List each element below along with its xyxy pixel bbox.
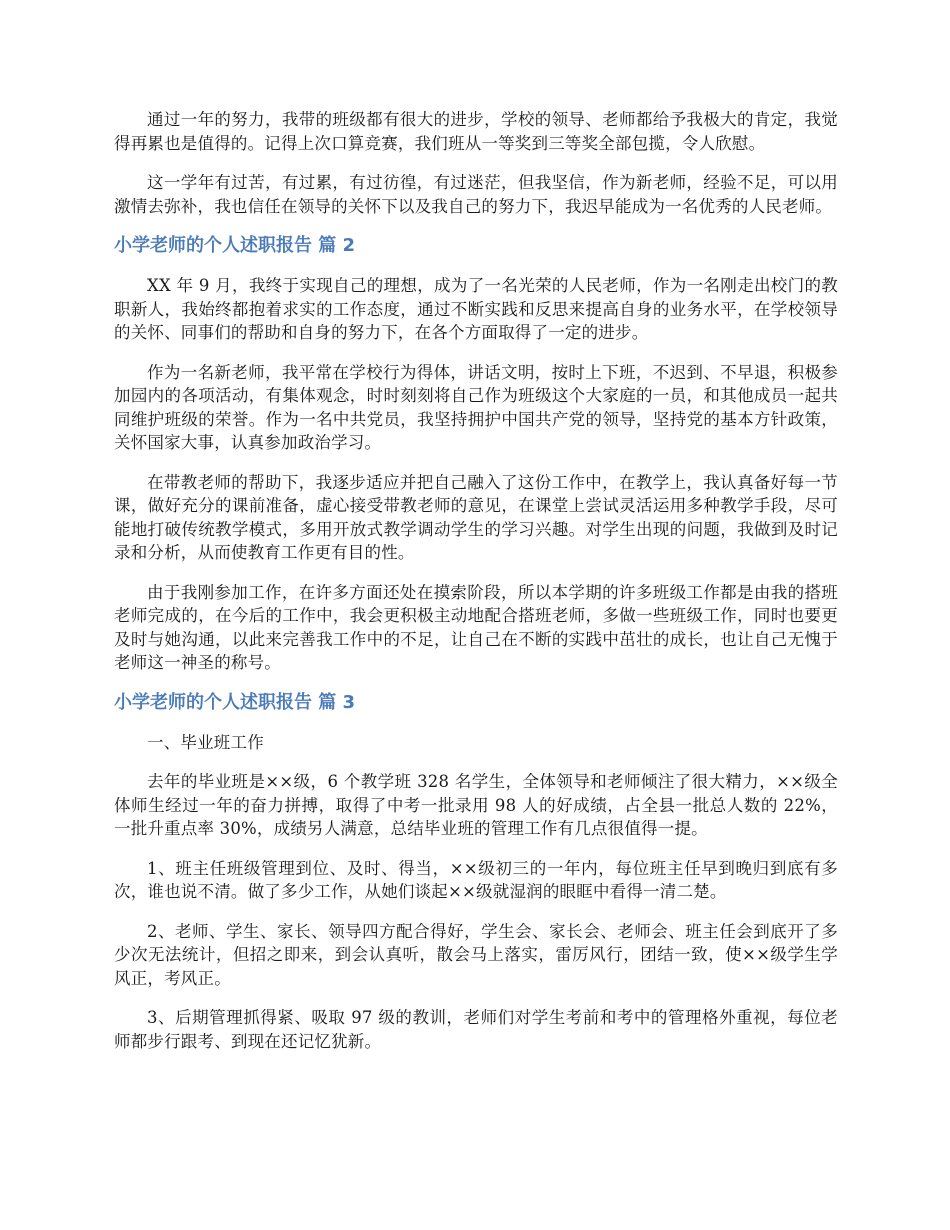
section-heading: 小学老师的个人述职报告 篇 3 [114,691,356,713]
paragraph: 通过一年的努力，我带的班级都有很大的进步，学校的领导、老师都给予我极大的肯定，我觉得再累也是值得的。记得上次口算竞赛，我们班从一等奖到三等奖全部包揽，令人欣慰。 [114,110,838,153]
section-3 [114,691,838,1054]
section-heading: 小学老师的个人述职报告 篇 2 [114,235,356,256]
section-1 [114,108,838,218]
paragraph: 3、后期管理抓得紧、吸取 97 级的教训，老师们对学生考前和考中的管理格外重视，每位老师都步行跟考、到现在还记忆犹新。 [114,1008,838,1051]
paragraph: 这一学年有过苦，有过累，有过彷徨，有过迷茫，但我坚信，作为新老师，经验不足，可以用激情去弥补，我也信任在领导的关怀下以及我自己的努力下，我迟早能成为一名优秀的人民老师。 [114,173,838,216]
document-body [114,108,838,1069]
paragraph: 2、老师、学生、家长、领导四方配合得好，学生会、家长会、老师会、班主任会到底开了多少次无法统计，但招之即来，到会认真听，散会马上落实，雷厉风行，团结一致，使××级学生学风正，考风正。 [114,921,838,988]
paragraph: 1、班主任班级管理到位、及时、得当，××级初三的一年内，每位班主任早到晚归到底有多次，谁也说不清。做了多少工作，从她们谈起××级就湿润的眼眶中看得一清二楚。 [114,858,838,901]
paragraph: 作为一名新老师，我平常在学校行为得体，讲话文明，按时上下班，不迟到、不早退，积极参加园内的各项活动，有集体观念，时时刻刻将自己作为班级这个大家庭的一员，和其他成员一起共同维护班级的荣誉。作为一名中共党员，我坚持拥护中国共产党的领导，坚持党的基本方针政策，关怀国家大事，认真参加政治学习。 [114,362,838,452]
section-2 [114,234,838,675]
paragraph: 去年的毕业班是××级，6 个教学班 328 名学生，全体领导和老师倾注了很大精力，××级全体师生经过一年的奋力拼搏，取得了中考一批录用 98 人的好成绩，占全县一批总人数的 22%，一批升重点率 30%，成绩另人满意，总结毕业班的管理工作有几点很值得一提。 [114,772,838,838]
paragraph: 由于我刚参加工作，在许多方面还处在摸索阶段，所以本学期的许多班级工作都是由我的搭班老师完成的，在今后的工作中，我会更积极主动地配合搭班老师，多做一些班级工作，同时也要更及时与她沟通，以此来完善我工作中的不足，让自己在不断的实践中茁壮的成长，也让自己无愧于老师这一神圣的称号。 [114,582,838,672]
subheading-paragraph: 一、毕业班工作 [147,732,264,752]
paragraph: XX 年 9 月，我终于实现自己的理想，成为了一名光荣的人民老师，作为一名刚走出校门的教职新人，我始终都抱着求实的工作态度，通过不断实践和反思来提高自身的业务水平，在学校领导的关怀、同事们的帮助和自身的努力下，在各个方面取得了一定的进步。 [114,276,838,342]
paragraph: 在带教老师的帮助下，我逐步适应并把自己融入了这份工作中，在教学上，我认真备好每一节课，做好充分的课前准备，虚心接受带教老师的意见，在课堂上尝试灵活运用多种教学手段，尽可能地打破传统教学模式，多用开放式教学调动学生的学习兴趣。对学生出现的问题，我做到及时记录和分析，从而使教育工作更有目的性。 [114,472,838,562]
